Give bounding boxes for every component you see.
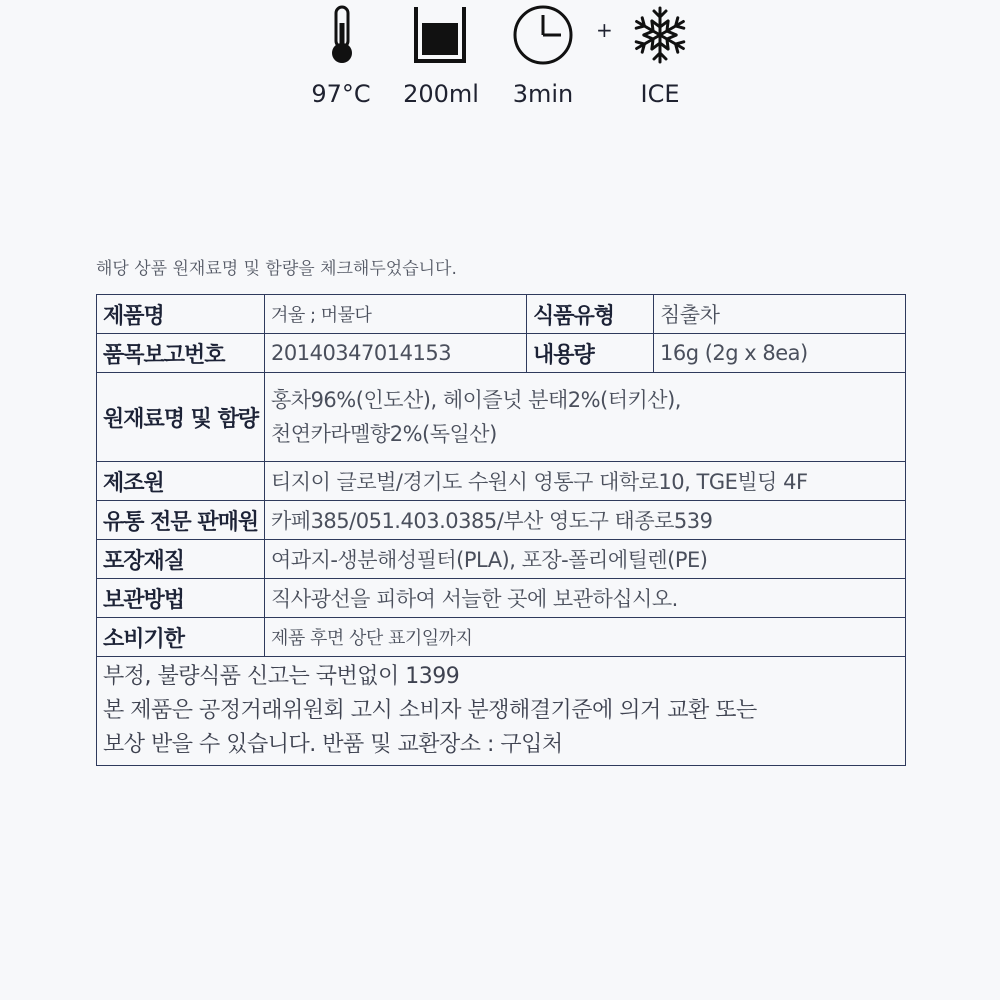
table-row xyxy=(97,373,906,462)
packaging-key: 포장재질 xyxy=(97,540,265,579)
ingredients-key: 원재료명 및 함량 xyxy=(97,373,265,462)
storage-key: 보관방법 xyxy=(97,579,265,618)
expiry-value: 제품 후면 상단 표기일까지 xyxy=(265,618,906,657)
thermometer-icon xyxy=(302,0,382,70)
snowflake-icon xyxy=(620,0,700,70)
table-row xyxy=(97,540,906,579)
ingredients-line: 천연카라멜향2%(독일산) xyxy=(271,422,497,446)
consumer-notice xyxy=(97,657,906,766)
table-row xyxy=(97,618,906,657)
brewing-guide xyxy=(0,0,1000,120)
product-name-value: 겨울 ; 머물다 xyxy=(265,295,527,334)
packaging-value: 여과지-생분해성필터(PLA), 포장-폴리에틸렌(PE) xyxy=(265,540,906,579)
temperature-label: 97°C xyxy=(311,80,371,108)
manufacturer-value: 티지이 글로벌/경기도 수원시 영통구 대학로10, TGE빌딩 4F xyxy=(265,462,906,501)
table-row xyxy=(97,501,906,540)
distributor-value: 카페385/051.403.0385/부산 영도구 태종로539 xyxy=(265,501,906,540)
table-row xyxy=(97,334,906,373)
manufacturer-key: 제조원 xyxy=(97,462,265,501)
consumer-notice-line: 부정, 불량식품 신고는 국번없이 1399 xyxy=(103,664,460,689)
consumer-notice-line: 보상 받을 수 있습니다. 반품 및 교환장소 : 구입처 xyxy=(103,732,563,757)
expiry-key: 소비기한 xyxy=(97,618,265,657)
report-no-key: 품목보고번호 xyxy=(97,334,265,373)
report-no-value: 20140347014153 xyxy=(265,334,527,373)
content-key: 내용량 xyxy=(527,334,654,373)
content-value: 16g (2g x 8ea) xyxy=(654,334,906,373)
ingredient-notice: 해당 상품 원재료명 및 함량을 체크해두었습니다. xyxy=(96,259,457,279)
plus-sign: + xyxy=(596,18,613,42)
table-row xyxy=(97,579,906,618)
food-type-value: 침출차 xyxy=(654,295,906,334)
food-type-key: 식품유형 xyxy=(527,295,654,334)
table-row xyxy=(97,657,906,766)
time-label: 3min xyxy=(512,80,574,108)
ingredients-value xyxy=(265,373,906,462)
clock-icon xyxy=(503,0,583,70)
storage-value: 직사광선을 피하여 서늘한 곳에 보관하십시오. xyxy=(265,579,906,618)
ice-label: ICE xyxy=(640,80,680,108)
product-info-table xyxy=(96,294,906,766)
table-row xyxy=(97,295,906,334)
ingredients-line: 홍차96%(인도산), 헤이즐넛 분태2%(터키산), xyxy=(271,388,681,412)
volume-label: 200ml xyxy=(403,80,479,108)
product-name-key: 제품명 xyxy=(97,295,265,334)
consumer-notice-line: 본 제품은 공정거래위원회 고시 소비자 분쟁해결기준에 의거 교환 또는 xyxy=(103,698,757,723)
table-row xyxy=(97,462,906,501)
distributor-key: 유통 전문 판매원 xyxy=(97,501,265,540)
cup-icon xyxy=(400,0,480,70)
